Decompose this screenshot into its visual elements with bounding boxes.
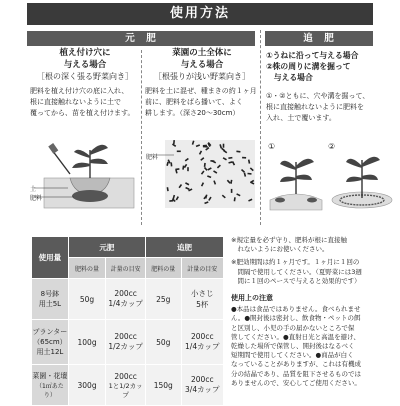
table-cell: 200cc 1/2カップ bbox=[106, 320, 146, 365]
table-cell: 小さじ 5杯 bbox=[181, 279, 223, 320]
table-cell: 50g bbox=[68, 279, 106, 320]
motohi-left-bracket: ［根の深く張る野菜向き］ bbox=[37, 72, 133, 81]
table-corner: 使用量 bbox=[32, 237, 69, 279]
table-cell: 25g bbox=[145, 279, 181, 320]
fertilizer-pellet bbox=[231, 189, 233, 193]
table-subheader: 肥料の量 bbox=[68, 258, 106, 279]
motohi-right-bracket: ［根張りが浅い野菜向き］ bbox=[154, 72, 250, 81]
motohi-right-body: 肥料を土に混ぜ、種まきの約１ヶ月 前に、肥料をばら播いて、よく 耕します。（深さ20～30cm） bbox=[145, 87, 257, 117]
fertilizer-pellet bbox=[242, 157, 246, 159]
fertilizer-pellet bbox=[223, 144, 225, 148]
top-dressing-illustration bbox=[266, 150, 396, 212]
table-cell: 50g bbox=[145, 320, 181, 365]
note-b: ※肥効期間は約１ヶ月です。１ヶ月に１回の 間隔で使用してください。（夏野菜には3週 間に１回のペースで与えると効果的です） bbox=[231, 258, 362, 285]
table-cell: 100g bbox=[68, 320, 106, 365]
table-subheader: 肥料の量 bbox=[145, 258, 181, 279]
table-group-oihi: 追肥 bbox=[145, 237, 223, 258]
motohi-right bbox=[145, 47, 259, 119]
oihi-header: 追 肥 bbox=[265, 31, 373, 46]
caution-title: 使用上の注意 bbox=[231, 294, 273, 303]
oihi-title: ①うねに沿って与える場合 ②株の周りに溝を掘って 与える場合 bbox=[266, 51, 359, 82]
label-soil: 土 bbox=[30, 186, 37, 193]
motohi-left bbox=[30, 47, 140, 119]
label-fertilizer-left: 肥料 bbox=[30, 195, 43, 202]
motohi-left-body: 肥料を植え付け穴の底に入れ、 根に直接触れないように土で 覆ってから、苗を植え付けます。 bbox=[30, 87, 135, 117]
table-cell: 200cc 1/4カップ bbox=[106, 279, 146, 320]
note-a: ※規定量を必ず守り、肥料が根に直接触 れないようにお使いください。 bbox=[231, 236, 347, 254]
row-label: 8号鉢 用土5L bbox=[32, 279, 69, 320]
motohi-left-title: 植え付け穴に 与える場合 bbox=[59, 48, 111, 70]
fertilizer-pellet bbox=[187, 167, 189, 171]
table-row bbox=[32, 365, 224, 406]
oihi-column bbox=[266, 50, 396, 124]
arrow-line bbox=[156, 150, 176, 160]
fertilizer-pellet bbox=[210, 160, 214, 162]
oihi-body: ①・②ともに、穴や溝を掘って、 根に直接触れないように肥料を 入れ、土で覆います。 bbox=[266, 92, 370, 122]
table-cell: 150g bbox=[145, 365, 181, 406]
table-group-motohi: 元肥 bbox=[68, 237, 145, 258]
motohi-right-title: 菜園の土全体に 与える場合 bbox=[172, 48, 232, 70]
table-cell: 200cc 1と1/2カップ bbox=[106, 365, 146, 406]
caution-body: ●本品は食品ではありません。食べられませ ん。●開封後は密封し、飲食物・ペットの餌 と区別し、小児の手の届かないところで保 管してください。●直射日光と高温を避け、 乾燥した場所で保管し、開封後はなるべく 短期間で使用してください。●商品が白く なっていることがありますが、これは有機成 分の結晶であり、品質を阻下させるものでは ありませんので、安心してご使用ください。 bbox=[231, 305, 361, 387]
table-cell: 300g bbox=[68, 365, 106, 406]
table-row bbox=[32, 279, 224, 320]
fertilizer-pellet bbox=[177, 151, 181, 153]
table-cell: 200cc 3/4カップ bbox=[181, 365, 223, 406]
oihi-label-2: ② bbox=[328, 142, 336, 151]
oihi-label-1: ① bbox=[268, 142, 276, 151]
table-row bbox=[32, 320, 224, 365]
row-label: プランター （65cm） 用土12L bbox=[32, 320, 69, 365]
notes bbox=[231, 236, 399, 388]
table-subheader: 計量の目安 bbox=[106, 258, 146, 279]
scattered-fertilizer-illustration bbox=[165, 140, 255, 208]
row-label: 菜園・花壇 （1㎡あたり） bbox=[32, 365, 69, 406]
usage-table bbox=[31, 236, 224, 406]
page-title: 使用方法 bbox=[27, 3, 373, 25]
table-subheader: 計量の目安 bbox=[181, 258, 223, 279]
label-fertilizer-right: 肥料 bbox=[146, 154, 159, 161]
table-cell: 200cc 1/4カップ bbox=[181, 320, 223, 365]
motohi-header: 元 肥 bbox=[27, 31, 255, 46]
planting-hole-illustration bbox=[30, 130, 138, 210]
